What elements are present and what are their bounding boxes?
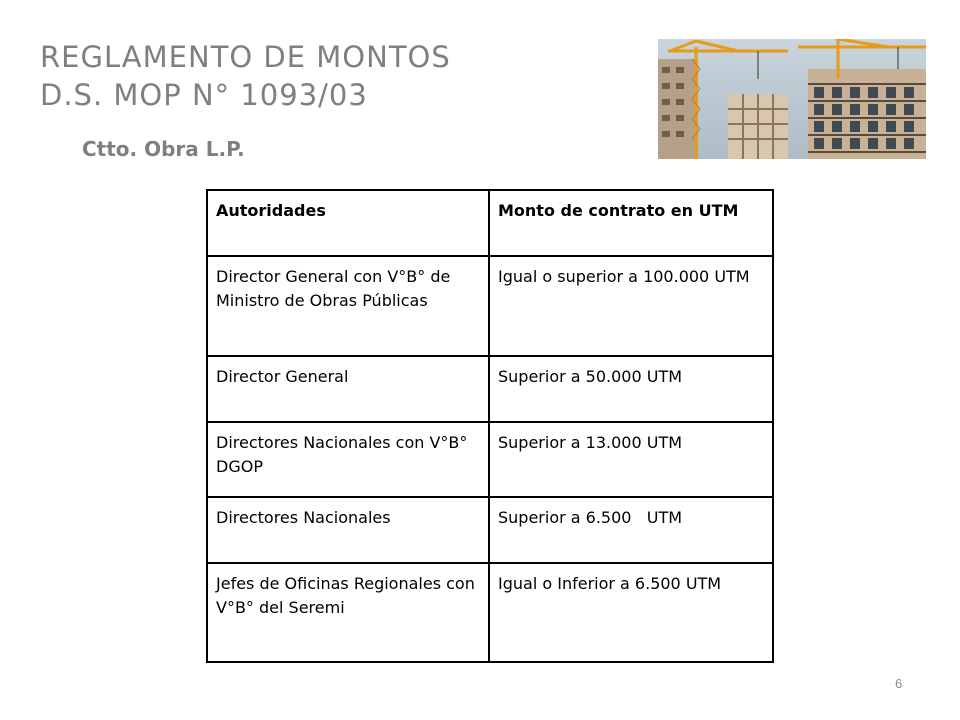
table-row (207, 497, 773, 563)
construction-photo (658, 39, 926, 159)
construction-image (658, 39, 926, 159)
slide-title (40, 38, 451, 114)
table-row (207, 563, 773, 662)
slide-subtitle: Ctto. Obra L.P. (82, 137, 245, 161)
authority-cell: Directores Nacionales con V°B° DGOP (207, 422, 489, 497)
amounts-table (206, 189, 774, 663)
authority-cell: Directores Nacionales (207, 497, 489, 563)
authority-cell: Director General con V°B° de Ministro de Obras Públicas (207, 256, 489, 356)
amounts-table-container (206, 189, 774, 663)
amount-cell: Superior a 6.500 UTM (489, 497, 773, 563)
table-header-row (207, 190, 773, 256)
table-row (207, 356, 773, 422)
page-number: 6 (895, 676, 903, 691)
header-contract-amount: Monto de contrato en UTM (489, 190, 773, 256)
table-row (207, 422, 773, 497)
authority-cell: Director General (207, 356, 489, 422)
amount-cell: Igual o superior a 100.000 UTM (489, 256, 773, 356)
header-authorities: Autoridades (207, 190, 489, 256)
amount-cell: Superior a 13.000 UTM (489, 422, 773, 497)
amount-cell: Superior a 50.000 UTM (489, 356, 773, 422)
table-row (207, 256, 773, 356)
authority-cell: Jefes de Oficinas Regionales con V°B° del Seremi (207, 563, 489, 662)
title-line-2: D.S. MOP N° 1093/03 (40, 78, 368, 112)
amount-cell: Igual o Inferior a 6.500 UTM (489, 563, 773, 662)
title-line-1: REGLAMENTO DE MONTOS (40, 40, 451, 74)
